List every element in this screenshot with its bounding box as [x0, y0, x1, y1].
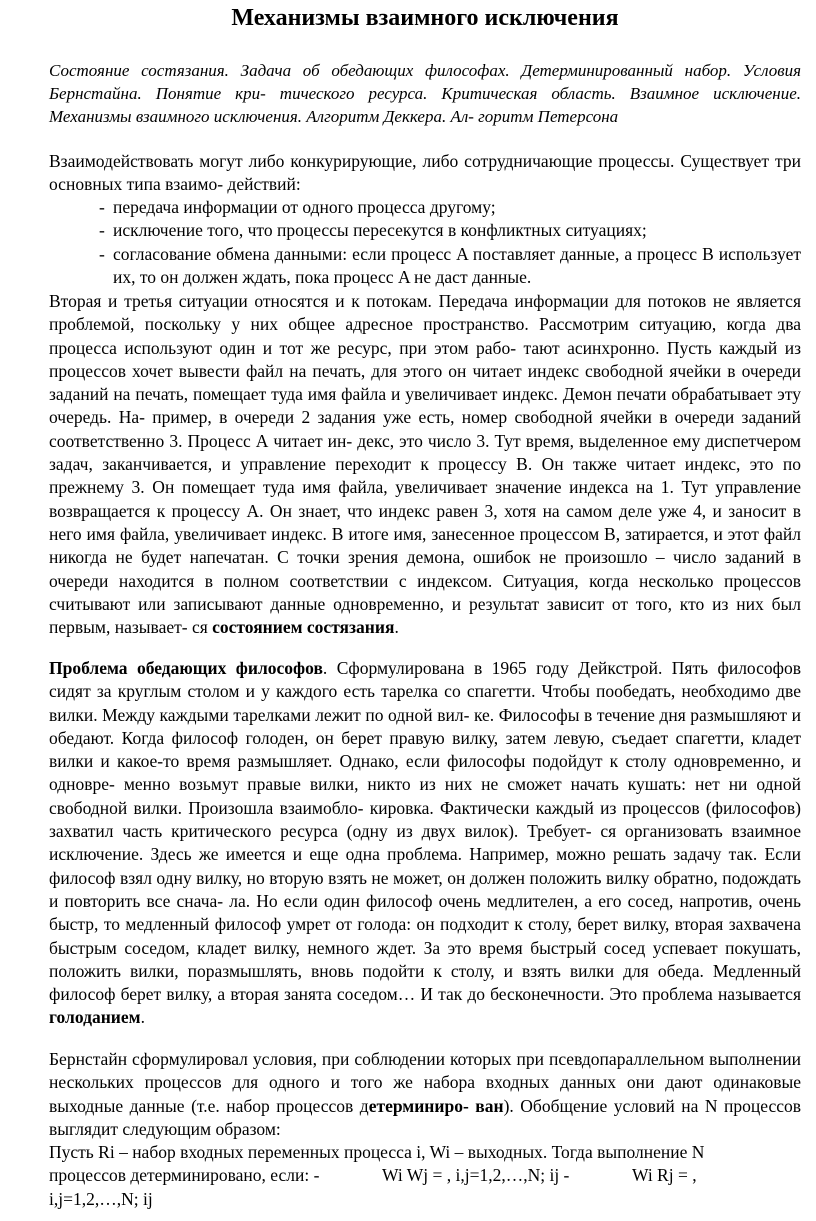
starvation-term: голоданием: [49, 1007, 141, 1028]
conditions-lead: процессов детерминировано, если: -: [49, 1165, 320, 1186]
list-item: [99, 219, 801, 242]
interaction-types-list: [99, 196, 801, 289]
race-term: состоянием состязания: [212, 617, 395, 638]
bernstein-end: ). Обобщение условий на N процессов выглядит следующим образом:: [49, 1095, 801, 1139]
list-dash: -: [99, 220, 105, 241]
race-text: Вторая и третья ситуации относятся и к потокам. Передача информации для потоков не является проблемой, поскольку у них общее адресное пространство. Рассмотрим ситуацию, когда два процесса используют один и тот же ресурс, при этом рабо- тают асинхронно. Пусть каждый из процессов хочет вывести файл на печать, для этого он читает индекс свободной ячейки в очереди заданий на печать, помещает туда имя файла и увеличивает индекс. Демон печати обрабатывает эту очередь. На- пример, в очереди 2 задания уже есть, номер свободной ячейки в очереди заданий соответственно 3. Процесс А читает ин- декс, это число 3. Тут время, выделенное ему диспетчером задач, заканчивается, и управление переходит к процессу B. Он также читает индекс, это по прежнему 3. Он помещает туда имя файла, увеличивает значение индекса на 1. Тут управление возвращается к процессу А. Он знает, что индекс равен 3, хотя на самом деле уже 4, и заносит в него имя файла, увеличивает индекс. В итоге имя, занесенное процессом B, затирается, и этот файл никогда не будет напечатан. С точки зрения демона, ошибок не произошло – число заданий в очереди находится в полном соответствии с индексом. Ситуация, когда несколько процессов считывают или записывают данные одновременно, и результат зависит от того, кто из них был первым, называет- ся: [49, 291, 801, 638]
condition-ww: Wi Wj = , i,j=1,2,…,N; ij -: [382, 1165, 570, 1186]
philosophers-end: .: [140, 1007, 145, 1028]
list-item-text: согласование обмена данными: если процесс A поставляет данные, а процесс B использует их, то он должен ждать, пока процесс A не даст данные.: [113, 243, 801, 287]
race-condition-paragraph: [49, 290, 801, 639]
conditions-line-1: Пусть Ri – набор входных переменных процесса i, Wi – выходных. Тогда выполнение N: [49, 1142, 705, 1162]
document-title: Механизмы взаимного исключения: [231, 5, 619, 31]
deterministic-term: етерминиро- ван: [368, 1095, 504, 1116]
list-item-text: передача информации от одного процесса другому;: [113, 197, 496, 217]
condition-wr: Wi Rj = ,: [632, 1165, 697, 1186]
list-dash: -: [99, 197, 105, 217]
list-dash: -: [99, 243, 105, 264]
conditions-line-2: [49, 1164, 801, 1187]
list-item: [99, 243, 801, 290]
dining-philosophers-paragraph: [49, 657, 801, 1030]
intro-paragraph: Взаимодействовать могут либо конкурирующие, либо сотрудничающие процессы. Существует три основных типа взаимо- действий:: [49, 151, 801, 195]
bernstein-paragraph: [49, 1048, 801, 1141]
bernstein-conditions: [49, 1141, 801, 1211]
abstract-keywords: Состояние состязания. Задача об обедающих философах. Детерминированный набор. Условия Бернстайна. Понятие кри- тического ресурса. Критическая область. Взаимное исключение. Механизмы взаимного исключения. Алгоритм Деккера. Ал- горитм Петерсона: [49, 61, 801, 126]
bernstein-text: Бернстайн сформулировал условия, при соблюдении которых при псевдопараллельном выполнении нескольких процессов для одного и того же набора входных данных они дают одинаковые выходные данные (т.е. набор процессов д: [49, 1049, 801, 1116]
philosophers-text: . Сформулирована в 1965 году Дейкстрой. Пять философов сидят за круглым столом и у каждого есть тарелка со спагетти. Чтобы пообедать, необходимо две вилки. Между каждыми тарелками лежит по одной вил- ке. Философы в течение дня размышляют и обедают. Когда философ голоден, он берет правую вилку, затем левую, съедает спагетти, кладет вилки и какое-то время размышляет. Однако, если философы подойдут к столу одновременно, и одновре- менно возьмут правые вилки, никто из них не сможет начать кушать: нет ни одной свободной вилки. Произошла взаимобло- кировка. Фактически каждый из процессов (философов) захватил часть критического ресурса (одну из двух вилок). Требует- ся организовать взаимное исключение. Здесь же имеется и еще одна проблема. Например, можно решать задачу так. Если философ взял одну вилку, но вторую взять не может, он должен положить вилку обратно, подождать и повторить все снача- ла. Но если один философ очень медлителен, а его сосед, напротив, очень быстр, то медленный философ умрет от голода: он подходит к столу, берет вилку, вторая захвачена быстрым соседом, кладет вилку, немного ждет. За это время быстрый сосед успевает покушать, положить вилки, поразмышлять, вновь подойти к столу, и взять вилки для обеда. Медленный философ берет вилку, а вторая занята соседом… И так до бесконечности. Это проблема называется: [49, 658, 801, 1005]
philosophers-term: Проблема обедающих философов: [49, 658, 323, 678]
conditions-line-3: i,j=1,2,…,N; ij: [49, 1188, 153, 1209]
list-item-text: исключение того, что процессы пересекутся в конфликтных ситуациях;: [113, 220, 647, 241]
list-item: [99, 196, 801, 219]
race-end: .: [394, 617, 399, 638]
